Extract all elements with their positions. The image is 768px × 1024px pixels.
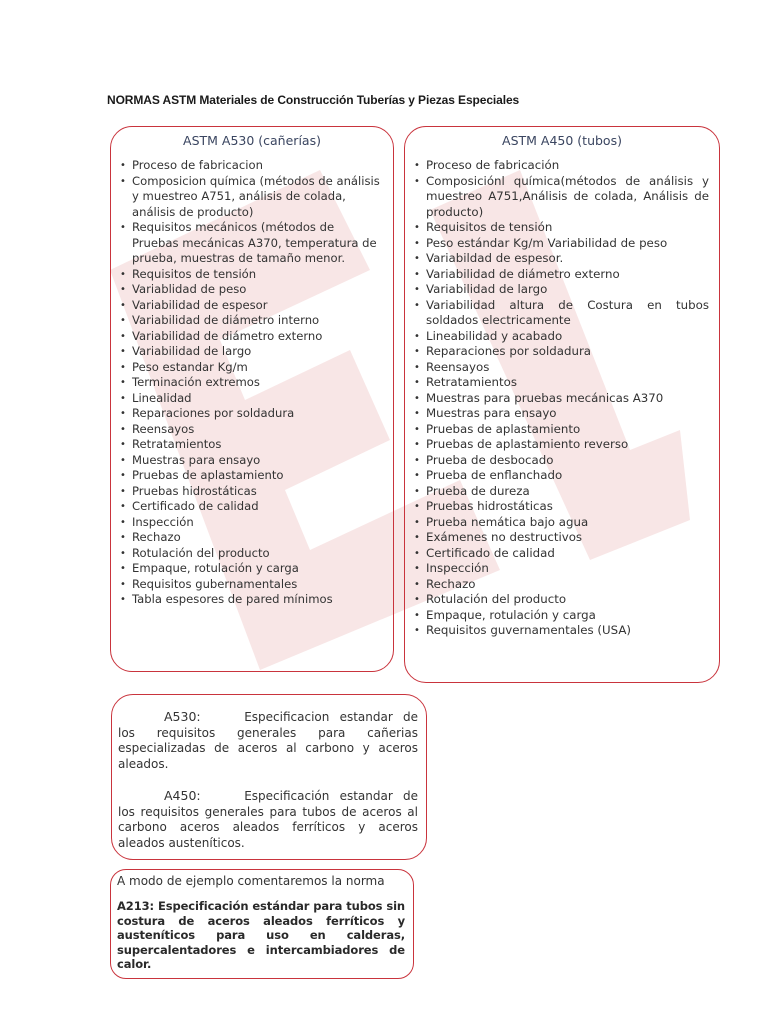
definitions-box (111, 694, 427, 860)
list-item: • Tabla espesores de pared mínimos (119, 592, 383, 608)
list-item: • Reensayos (413, 360, 709, 376)
list-item: • Proceso de fabricación (413, 158, 709, 174)
astm-a530-box (110, 126, 394, 672)
definition-a450 (118, 788, 418, 851)
a530-box-title: ASTM A530 (cañerías) (183, 133, 321, 148)
list-item: • Empaque, rotulación y carga (119, 561, 383, 577)
list-item: • Requisitos de tensión (119, 267, 383, 283)
page-title: NORMAS ASTM Materiales de Construcción Tuberías y Piezas Especiales (107, 93, 520, 107)
list-item: • Exámenes no destructivos (413, 530, 709, 546)
list-item: • Reensayos (119, 422, 383, 438)
list-item: • Pruebas de aplastamiento reverso (413, 437, 709, 453)
list-item: • Requisitos de tensión (413, 220, 709, 236)
list-item: • Pruebas hidrostáticas (119, 484, 383, 500)
list-item: • Prueba de desbocado (413, 453, 709, 469)
definition-text: Especificación estandar de los requisitos generales para tubos de aceros al carbono aceros aleados ferríticos y aceros aleados austeníticos. (118, 789, 418, 850)
a530-requirements-list (111, 158, 393, 608)
example-intro: A modo de ejemplo comentaremos la norma (117, 874, 385, 888)
list-item: • Inspección (413, 561, 709, 577)
list-item: • Rotulación del producto (413, 592, 709, 608)
list-item: • Variabilidad de largo (413, 282, 709, 298)
list-item: • Variablidad de peso (119, 282, 383, 298)
list-item: • Prueba nemática bajo agua (413, 515, 709, 531)
list-item: • Pruebas de aplastamiento (119, 468, 383, 484)
definition-code: A450: (164, 788, 201, 803)
list-item: • Peso estándar Kg/m Variabilidad de peso (413, 236, 709, 252)
list-item: • Inspección (119, 515, 383, 531)
list-item: • Muestras para pruebas mecánicas A370 (413, 391, 709, 407)
list-item: • Muestras para ensayo (119, 453, 383, 469)
list-item: • Terminación extremos (119, 375, 383, 391)
list-item: • Reparaciones por soldadura (413, 344, 709, 360)
list-item: • Requisitos mecánicos (métodos de Pruebas mecánicas A370, temperatura de prueba, muestras de tamaño menor. (119, 220, 383, 267)
list-item: • Variabildad de espesor. (413, 251, 709, 267)
list-item: • Variabilidad de espesor (119, 298, 383, 314)
list-item: • Variabilidad altura de Costura en tubos soldados electricamente (413, 298, 709, 329)
list-item: • Rechazo (413, 577, 709, 593)
list-item: • Certificado de calidad (119, 499, 383, 515)
list-item: • Variabilidad de diámetro externo (413, 267, 709, 283)
list-item: • Variabilidad de largo (119, 344, 383, 360)
list-item: • Retratamientos (413, 375, 709, 391)
list-item: • Prueba de enflanchado (413, 468, 709, 484)
list-item: • Requisitos gubernamentales (119, 577, 383, 593)
definition-text: Especificacion estandar de los requisitos generales para cañerias especializadas de aceros al carbono y aceros aleados. (118, 710, 418, 771)
list-item: • Lineabilidad y acabado (413, 329, 709, 345)
definition-code: A530: (164, 709, 201, 724)
example-body: A213: Especificación estándar para tubos sin costura de aceros aleados ferríticos y austeníticos para uso en calderas, supercalentadores e intercambiadores de calor. (117, 899, 405, 971)
list-item: • Reparaciones por soldadura (119, 406, 383, 422)
definition-a530 (118, 709, 418, 772)
list-item: • Pruebas hidrostáticas (413, 499, 709, 515)
list-item: • Composicion química (métodos de análisis y muestreo A751, análisis de colada, análisis de producto) (119, 174, 383, 221)
astm-a450-box (404, 126, 720, 683)
list-item: • Pruebas de aplastamiento (413, 422, 709, 438)
list-item: • Linealidad (119, 391, 383, 407)
list-item: • Muestras para ensayo (413, 406, 709, 422)
list-item: • Rechazo (119, 530, 383, 546)
list-item: • Retratamientos (119, 437, 383, 453)
list-item: • Variabilidad de diámetro interno (119, 313, 383, 329)
list-item: • Empaque, rotulación y carga (413, 608, 709, 624)
example-box (110, 869, 414, 979)
list-item: • Composiciónl química(métodos de análisis y muestreo A751,Análisis de colada, Análisis de producto) (413, 174, 709, 221)
list-item: • Peso estandar Kg/m (119, 360, 383, 376)
a450-box-title: ASTM A450 (tubos) (502, 133, 622, 148)
list-item: • Proceso de fabricacion (119, 158, 383, 174)
list-item: • Variabilidad de diámetro externo (119, 329, 383, 345)
list-item: • Requisitos guvernamentales (USA) (413, 623, 709, 639)
list-item: • Prueba de dureza (413, 484, 709, 500)
list-item: • Certificado de calidad (413, 546, 709, 562)
a450-requirements-list (405, 158, 719, 639)
list-item: • Rotulación del producto (119, 546, 383, 562)
